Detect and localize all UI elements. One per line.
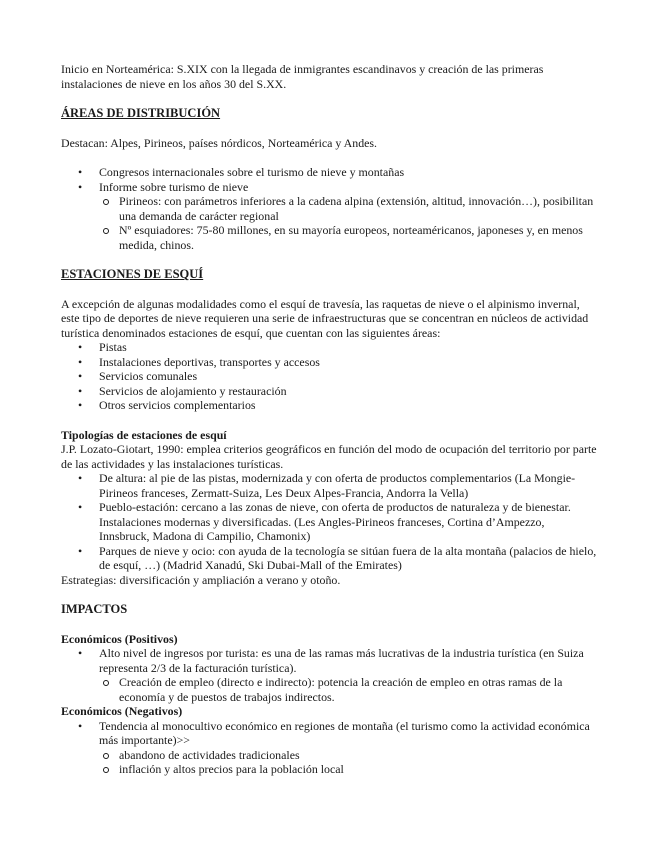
list-item: • Instalaciones deportivas, transportes y accesos — [61, 355, 597, 370]
list-item: • De altura: al pie de las pistas, modernizada y con oferta de productos complementarios (La Mongie-Pirineos franceses, Zermatt-Suiza, Les Deux Alpes-Francia, Andorra la Vella) — [61, 471, 597, 500]
tipologias-list — [61, 471, 597, 573]
impactos-heading: IMPACTOS — [61, 602, 128, 616]
list-item — [61, 646, 597, 704]
document-page — [61, 62, 597, 777]
positivos-sublist — [99, 675, 597, 704]
tipologias-heading: Tipologías de estaciones de esquí — [61, 427, 227, 442]
estaciones-heading: ESTACIONES DE ESQUÍ — [61, 267, 204, 281]
areas-sublist — [99, 194, 597, 252]
negativos-heading: Económicos (Negativos) — [61, 704, 183, 718]
list-item-label: Alto nivel de ingresos por turista: es una de las ramas más lucrativas de la industria turística (en Suiza representa 2/3 de la facturación turística). — [99, 646, 584, 675]
intro-paragraph: Inicio en Norteamérica: S.XIX con la llegada de inmigrantes escandinavos y creación de las primeras instalaciones de nieve en los años 30 del S.XX. — [61, 62, 544, 91]
estaciones-list — [61, 340, 597, 413]
list-item — [61, 719, 597, 777]
areas-heading: ÁREAS DE DISTRIBUCIÓN — [61, 106, 221, 120]
sub-list-item: Pirineos: con parámetros inferiores a la cadena alpina (extensión, altitud, innovación…), posibilitan una demanda de carácter regional — [61, 194, 597, 223]
positivos-list — [61, 646, 597, 704]
negativos-sublist — [99, 748, 597, 777]
areas-list — [61, 165, 597, 252]
list-item: • Servicios de alojamiento y restauración — [61, 384, 597, 399]
sub-list-item: Nº esquiadores: 75-80 millones, en su mayoría europeos, norteaméricanos, japoneses y, en menos medida, chinos. — [61, 223, 597, 252]
list-item-label: Informe sobre turismo de nieve — [99, 179, 249, 194]
list-item: • Otros servicios complementarios — [61, 398, 597, 413]
estaciones-text: A excepción de algunas modalidades como el esquí de travesía, las raquetas de nieve o el alpinismo invernal, este tipo de deportes de nieve requieren una serie de infraestructuras que se concentran en núcleos de actividad turística denominados estaciones de esquí, que cuentan con las siguientes áreas: — [61, 296, 589, 340]
list-item: • Pueblo-estación: cercano a las zonas de nieve, con oferta de productos de naturaleza y de bienestar. Instalaciones modernas y diversificadas. (Les Angles-Pirineos franceses, Cortina d’Ampezzo, Innsbruck, Madona di Campilio, Chamonix) — [61, 500, 597, 544]
sub-list-item: inflación y altos precios para la población local — [61, 762, 597, 777]
sub-list-item: Creación de empleo (directo e indirecto): potencia la creación de empleo en otras ramas de la economía y de puestos de trabajos indirectos. — [61, 675, 597, 704]
list-item-label: Tendencia al monocultivo económico en regiones de montaña (el turismo como la actividad económica más importante)>> — [99, 718, 590, 747]
tipologias-text: J.P. Lozato-Giotart, 1990: emplea criterios geográficos en función del modo de ocupación del territorio por parte de las actividades y las instalaciones turísticas. — [61, 442, 597, 471]
sub-list-item: abandono de actividades tradicionales — [61, 748, 597, 763]
list-item: • Servicios comunales — [61, 369, 597, 384]
negativos-list — [61, 719, 597, 777]
positivos-heading: Económicos (Positivos) — [61, 631, 178, 646]
areas-text: Destacan: Alpes, Pirineos, países nórdicos, Norteamérica y Andes. — [61, 135, 378, 150]
list-item — [61, 180, 597, 253]
estrategias-text: Estrategias: diversificación y ampliación a verano y otoño. — [61, 572, 341, 587]
list-item: • Pistas — [61, 340, 597, 355]
list-item: • Congresos internacionales sobre el turismo de nieve y montañas — [61, 165, 597, 180]
list-item: • Parques de nieve y ocio: con ayuda de la tecnología se sitúan fuera de la alta montaña (palacios de hielo, de esquí, …) (Madrid Xanadú, Ski Dubai-Mall of the Emirates) — [61, 544, 597, 573]
